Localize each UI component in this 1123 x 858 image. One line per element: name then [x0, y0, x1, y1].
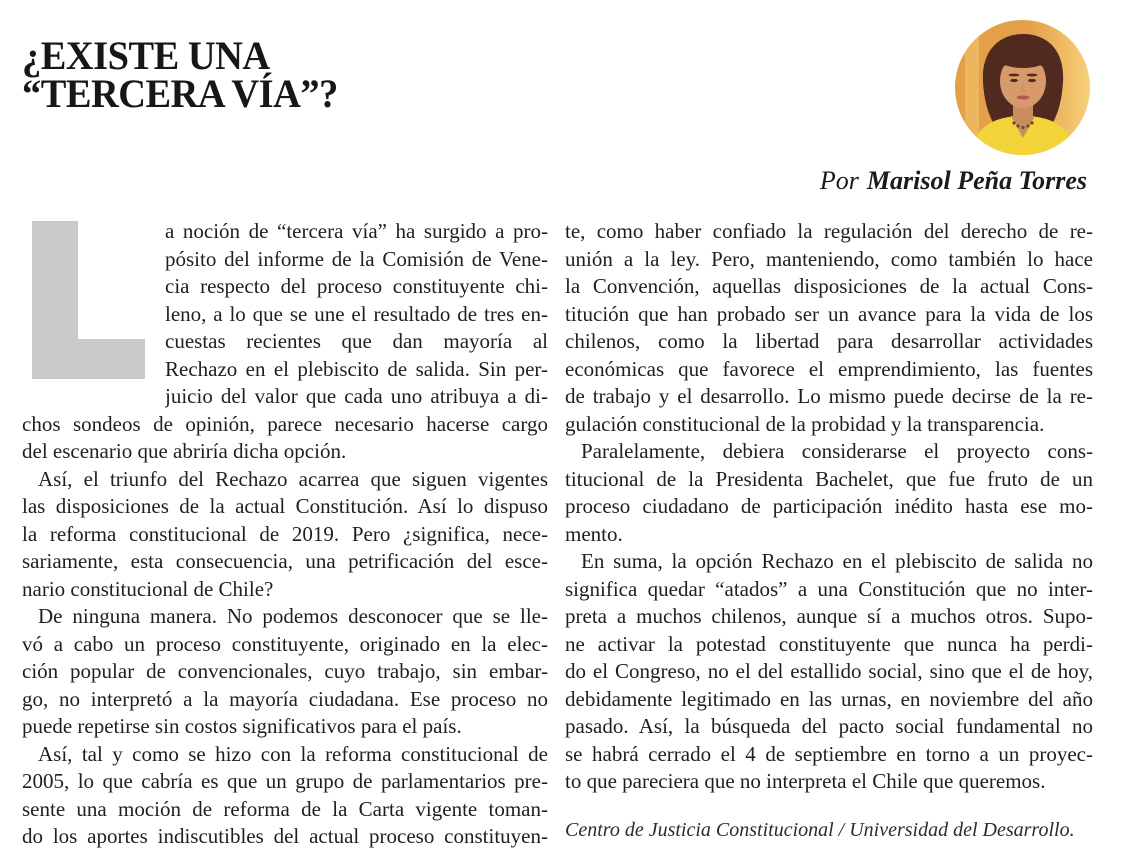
article-line: nario constitucional de Chile?	[22, 576, 274, 601]
page-title-line-2: “TERCERA VÍA”?	[22, 70, 338, 116]
byline	[820, 166, 1087, 196]
article-line: pasado. Así, la búsqueda del pacto social fundamental no	[565, 714, 1093, 738]
article-line: Así, el triunfo del Rechazo acarrea que siguen vigentes	[38, 466, 548, 491]
article-line: do los aportes indiscutibles del actual proceso constituyen-	[22, 824, 548, 848]
article-line: unión a la ley. Pero, manteniendo, como también lo hace	[565, 246, 1093, 271]
byline-author-name: Marisol Peña Torres	[866, 166, 1087, 195]
article-line: leno, a lo que se une el resultado de tres en-	[165, 301, 548, 326]
article-line: sente una moción de reforma de la Carta vigente toman-	[22, 796, 548, 821]
author-photo	[955, 20, 1090, 155]
article-line: to que pareciera que no interpreta el Chile que queremos.	[565, 769, 1046, 793]
article-line: 2005, lo que cabría es que un grupo de parlamentarios pre-	[22, 769, 548, 793]
article-line: cuestas recientes que dan mayoría al	[165, 329, 548, 353]
article-line: go, no interpretó a la mayoría ciudadana. Ese proceso no	[22, 686, 548, 711]
article-line: cia respecto del proceso constituyente chi-	[165, 274, 548, 298]
article-line: titucional de la Presidenta Bachelet, que fue fruto de un	[565, 466, 1093, 491]
article-line: vó a cabo un proceso constituyente, originado en la elec-	[22, 631, 548, 656]
article-line: chilenos, como la libertad para desarrollar actividades	[565, 329, 1093, 353]
article-line: De ninguna manera. No podemos desconocer que se lle-	[38, 604, 548, 628]
article-line: do el Congreso, no el del estallido social, sino que el de hoy,	[565, 659, 1093, 683]
article-line: debidamente legitimado en las urnas, en noviembre del año	[565, 686, 1093, 711]
article-line: sariamente, esta consecuencia, una petrificación del esce-	[22, 549, 548, 573]
article-line: las disposiciones de la actual Constitución. Así lo dispuso	[22, 494, 548, 518]
article-column-left	[22, 218, 548, 851]
article-line: Rechazo en el plebiscito de salida. Sin per-	[165, 356, 548, 381]
article-line: del escenario que abriría dicha opción.	[22, 439, 347, 463]
article-line: te, como haber confiado la regulación del derecho de re-	[565, 219, 1093, 243]
author-photo-illustration	[955, 20, 1090, 155]
page-title-line-1: ¿EXISTE UNA	[22, 32, 270, 78]
article-line: significa quedar “atados” a una Constitución que no inter-	[565, 576, 1093, 601]
drop-cap	[32, 221, 145, 379]
page-title	[22, 32, 351, 116]
article-line: proceso ciudadano de participación inédito hasta ese mo-	[565, 494, 1093, 518]
article-line: puede repetirse sin costos significativos para el país.	[22, 714, 462, 738]
article-line: juicio del valor que cada uno atribuya a di-	[165, 384, 548, 408]
article-line: se habrá cerrado el 4 de septiembre en torno a un proyec-	[565, 741, 1093, 766]
article-line: preta a muchos chilenos, aunque sí a muchos otros. Supo-	[565, 604, 1093, 628]
article-line: mento.	[565, 521, 623, 546]
article-line: a noción de “tercera vía” ha surgido a pro-	[165, 219, 548, 243]
article-line: titución que han probado ser un avance para la vida de los	[565, 301, 1093, 326]
article-line: Así, tal y como se hizo con la reforma constitucional de	[38, 741, 548, 766]
footer-credit: Centro de Justicia Constitucional / Universidad del Desarrollo.	[565, 818, 1075, 841]
article-line: gulación constitucional de la probidad y la transparencia.	[565, 411, 1045, 436]
article-line: Paralelamente, debiera considerarse el proyecto cons-	[581, 439, 1093, 463]
article-line: de trabajo y el desarrollo. Lo mismo puede decirse de la re-	[565, 384, 1093, 408]
byline-prefix: Por	[819, 166, 859, 195]
article-line: la Convención, aquellas disposiciones de la actual Cons-	[565, 274, 1093, 298]
article-line: ción popular de convencionales, cuyo trabajo, sin embar-	[22, 659, 548, 683]
article-line: ne activar la potestad constituyente que nunca ha perdi-	[565, 631, 1093, 656]
article-line: pósito del informe de la Comisión de Vene-	[165, 246, 548, 271]
article-column-right	[565, 218, 1093, 843]
article-line: económicas que favorece el emprendimiento, las fuentes	[565, 356, 1093, 381]
article-line: En suma, la opción Rechazo en el plebiscito de salida no	[581, 549, 1093, 573]
article-line: la reforma constitucional de 2019. Pero ¿significa, nece-	[22, 521, 548, 546]
article-line: chos sondeos de opinión, parece necesario hacerse cargo	[22, 411, 548, 436]
